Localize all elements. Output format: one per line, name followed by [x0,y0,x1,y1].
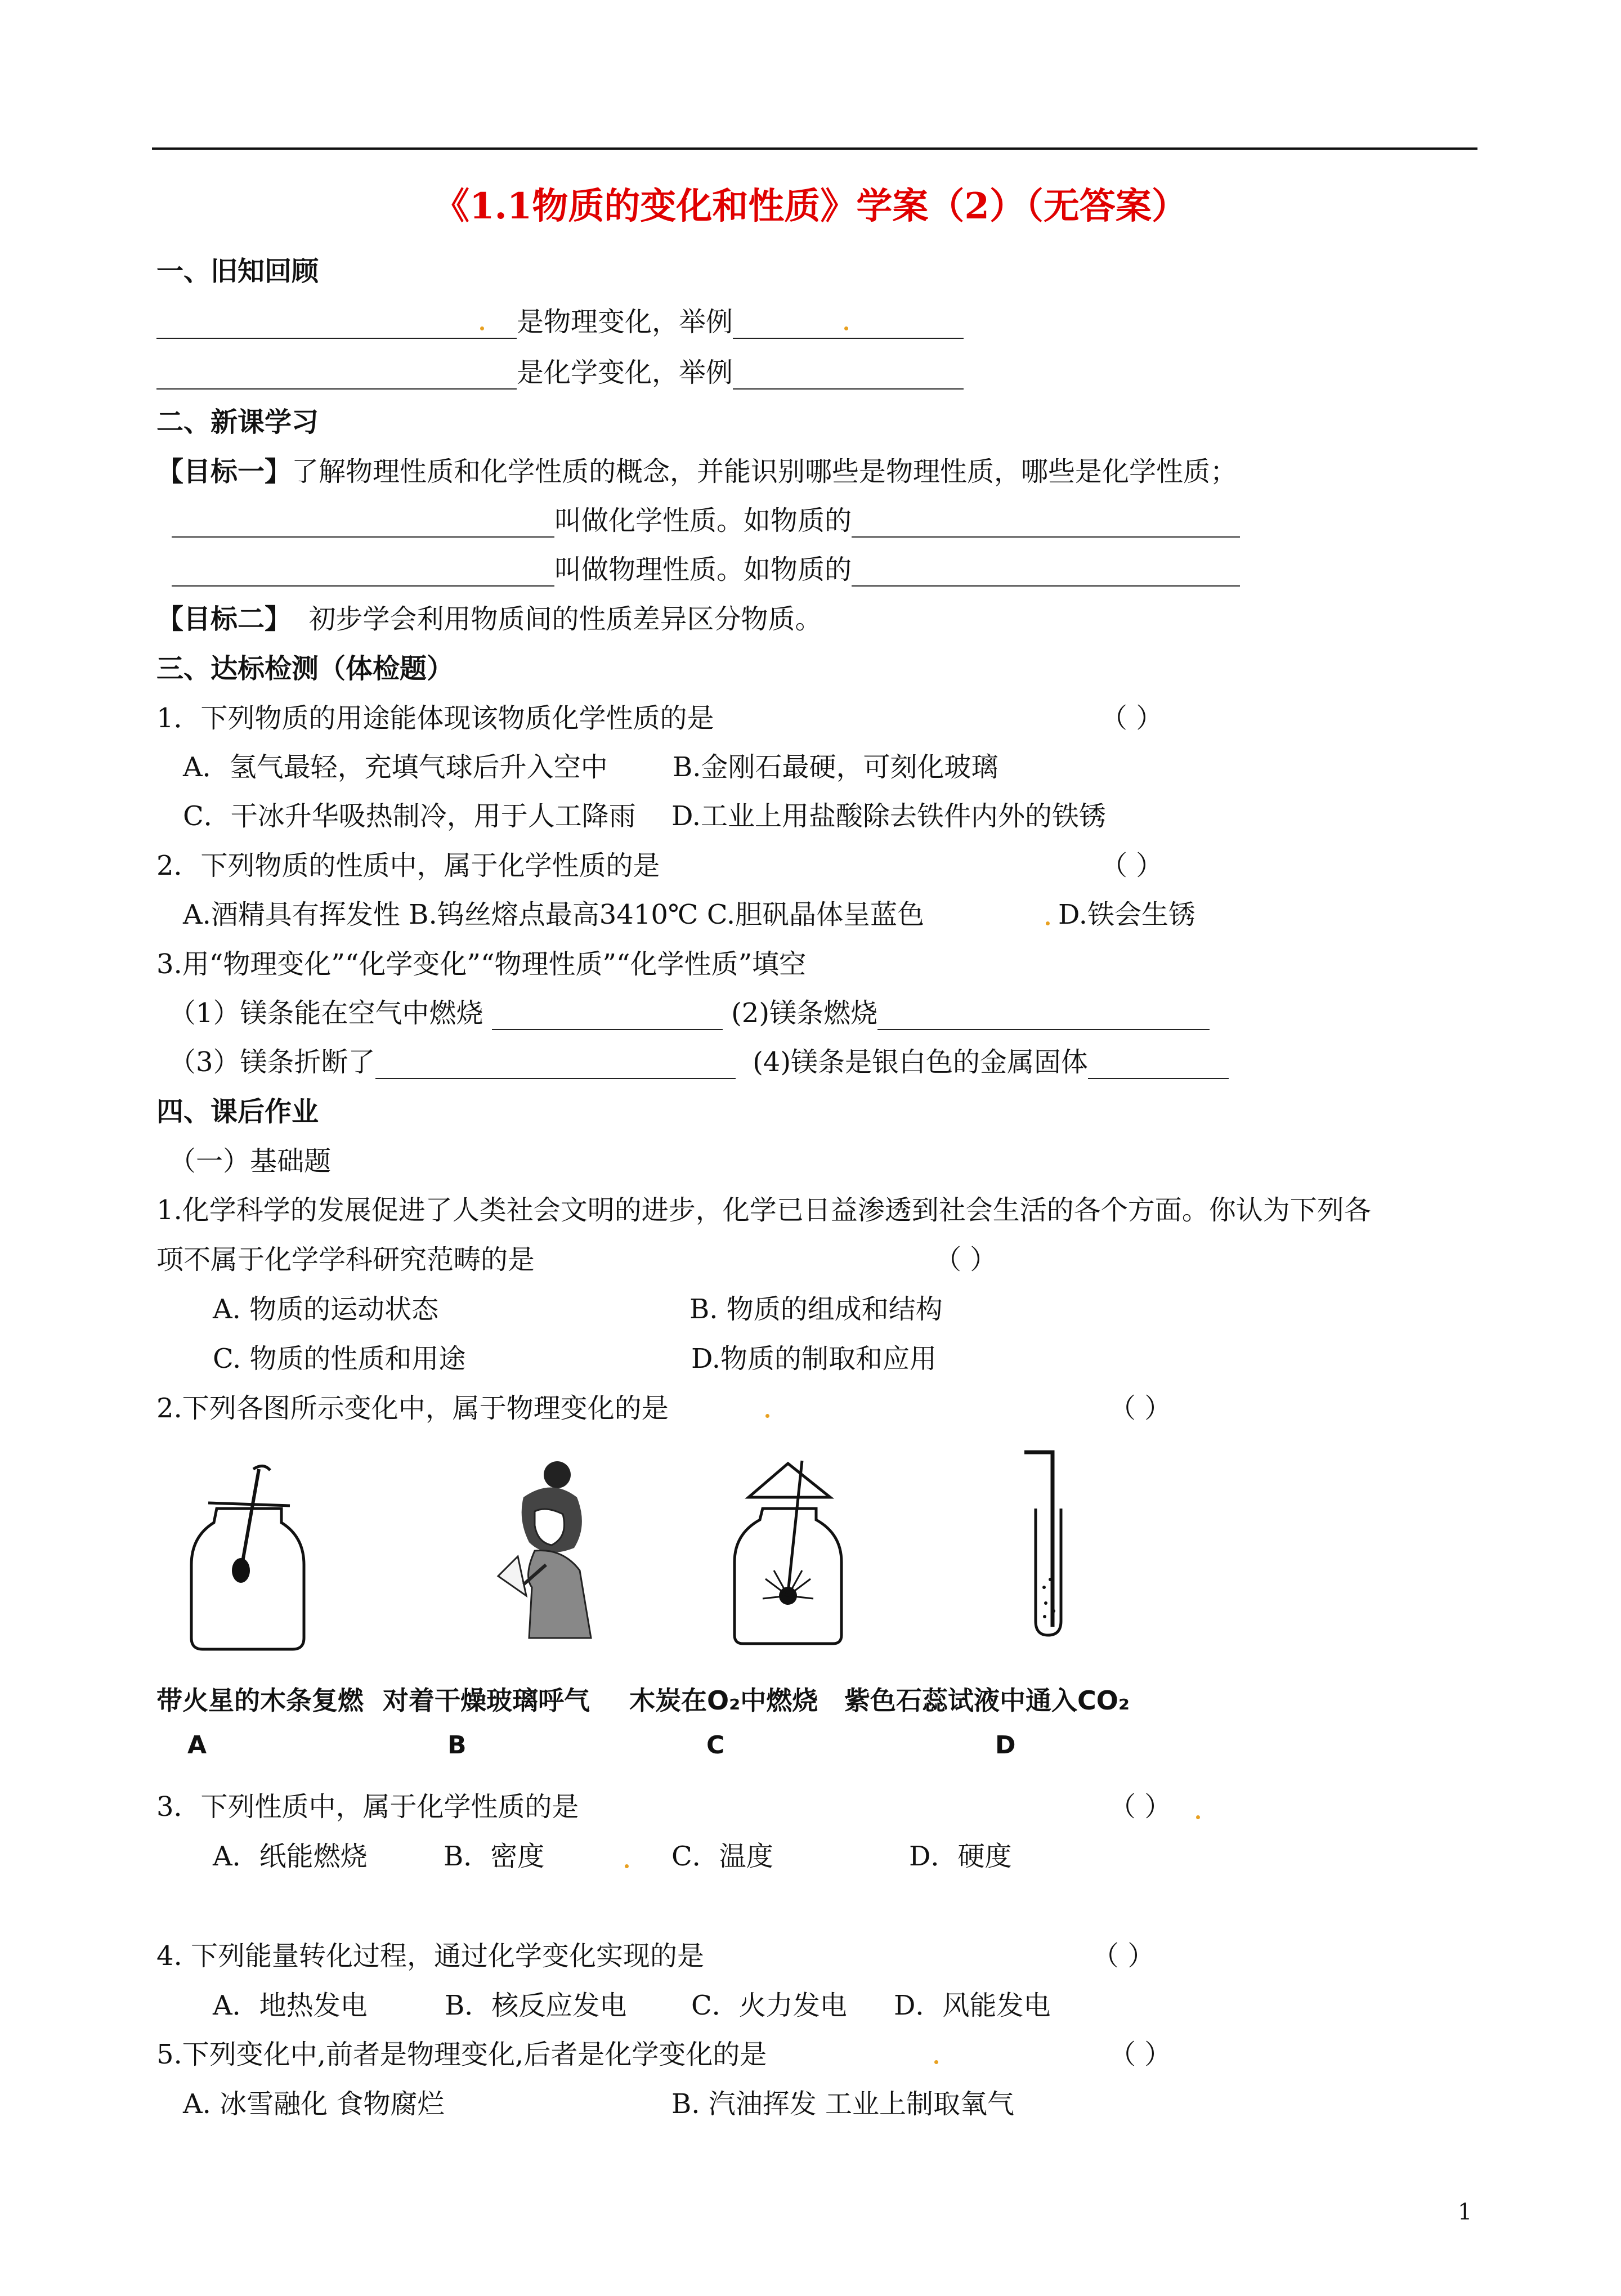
option-c: C．温度 [671,1841,773,1872]
option-b: B．密度 [444,1841,545,1872]
hw-q3: 3．下列性质中，属于化学性质的是 [156,1791,579,1823]
option-a: A. 冰雪融化 食物腐烂 [183,2088,445,2120]
page-number: 1 [1458,2199,1472,2225]
section-check-heading: 三、达标检测（体检题） [156,653,454,684]
option-d: D.铁会生锈 [1058,899,1196,930]
scan-artifact [1196,1815,1200,1819]
answer-paren[interactable]: （ ） [1100,850,1163,881]
blank[interactable] [156,362,517,390]
goal-one-line-2: 叫做物理性质。如物质的 [172,553,1240,587]
top-rule [152,147,1477,150]
option-b: B. 汽油挥发 工业上制取氧气 [671,2088,1015,2120]
figure-b-girl-breathing-icon [484,1458,614,1644]
scan-artifact [480,326,484,330]
figure-b-caption: 对着干燥玻璃呼气 [383,1685,590,1716]
answer-paren[interactable]: （ ） [1092,1940,1155,1972]
blank[interactable] [852,511,1240,538]
option-b: B．核反应发电 [445,1990,627,2021]
scan-artifact [934,2060,938,2064]
check-q3-row-1: （1）镁条能在空气中燃烧 (2)镁条燃烧 [169,996,1210,1030]
blank[interactable] [733,362,964,390]
figure-c-caption: 木炭在O₂中燃烧 [629,1685,818,1716]
figure-a-jar-icon [186,1463,310,1655]
hw-q1-line-1: 1.化学科学的发展促进了人类社会文明的进步，化学已日益渗透到社会生活的各个方面。你认为下列各 [156,1194,1371,1226]
blank[interactable] [852,560,1240,587]
check-q1: 1．下列物质的用途能体现该物质化学性质的是 [156,702,714,734]
blank[interactable] [877,1003,1210,1030]
answer-paren[interactable]: （ ） [1109,1791,1172,1823]
figure-a-label: A [187,1731,207,1760]
blank[interactable] [375,1052,736,1079]
hw-q1-line-2: 项不属于化学学科研究范畴的是 [156,1244,535,1275]
option-b: B.金刚石最硬，可刻化玻璃 [673,751,998,783]
figure-d-test-tube-icon [1013,1447,1086,1638]
goal-one: 【目标一】了解物理性质和化学性质的概念，并能识别哪些是物理性质，哪些是化学性质； [156,456,1238,487]
page-title: 《1.1物质的变化和性质》学案（2）（无答案） [433,185,1188,227]
blank[interactable] [733,312,964,339]
option-d: D．硬度 [909,1841,1012,1872]
blank[interactable] [172,511,554,538]
figure-a-caption: 带火星的木条复燃 [156,1685,364,1716]
hw-q2: 2.下列各图所示变化中，属于物理变化的是 [156,1393,669,1424]
option-a: A. 物质的运动状态 [213,1294,439,1325]
basic-heading: （一）基础题 [169,1145,332,1177]
answer-paren[interactable]: （ ） [1100,702,1163,734]
hw-q4: 4. 下列能量转化过程，通过化学变化实现的是 [156,1940,705,1972]
check-q3-row-2: （3）镁条折断了 (4)镁条是银白色的金属固体 [169,1045,1229,1079]
check-q3: 3.用“物理变化”“化学变化”“物理性质”“化学性质”填空 [156,948,807,980]
scan-artifact [625,1864,629,1868]
scan-artifact [1046,921,1050,925]
figure-d-caption: 紫色石蕊试液中通入CO₂ [844,1685,1130,1716]
option-c: C．干冰升华吸热制冷，用于人工降雨 [183,800,636,832]
option-d: D.物质的制取和应用 [691,1343,937,1375]
goal-two: 【目标二】 初步学会利用物质间的性质差异区分物质。 [156,603,822,635]
option-c: C. 物质的性质和用途 [213,1343,466,1375]
section-homework-heading: 四、课后作业 [156,1096,319,1127]
option-d: D．风能发电 [894,1990,1051,2021]
check-q2-options: A.酒精具有挥发性 B.钨丝熔点最高3410℃ C.胆矾晶体呈蓝色 [183,899,925,930]
review-line-1: 是物理变化，举例 [156,305,964,339]
hw-q5: 5.下列变化中,前者是物理变化,后者是化学变化的是 [156,2039,767,2070]
check-q2: 2．下列物质的性质中，属于化学性质的是 [156,850,660,881]
blank[interactable] [492,1003,723,1030]
answer-paren[interactable]: （ ） [934,1244,997,1275]
section-newlesson-heading: 二、新课学习 [156,406,319,438]
figure-d-label: D [995,1731,1016,1760]
option-d: D.工业上用盐酸除去铁件内外的铁锈 [671,800,1107,832]
option-a: A．纸能燃烧 [213,1841,368,1872]
blank[interactable] [172,560,554,587]
goal-one-line-1: 叫做化学性质。如物质的 [172,504,1240,538]
figure-c-charcoal-burning-icon [732,1458,844,1649]
review-line-2: 是化学变化，举例 [156,356,964,390]
blank[interactable] [1088,1052,1229,1079]
option-a: A．氢气最轻，充填气球后升入空中 [183,751,608,783]
section-review-heading: 一、旧知回顾 [156,256,319,287]
scan-artifact [765,1414,769,1418]
option-b: B. 物质的组成和结构 [689,1294,943,1325]
scan-artifact [844,326,848,330]
answer-paren[interactable]: （ ） [1109,2039,1172,2070]
answer-paren[interactable]: （ ） [1109,1393,1172,1424]
option-c: C．火力发电 [691,1990,847,2021]
option-a: A．地热发电 [213,1990,368,2021]
blank[interactable] [156,312,517,339]
figure-c-label: C [706,1731,725,1760]
figure-b-label: B [447,1731,467,1760]
